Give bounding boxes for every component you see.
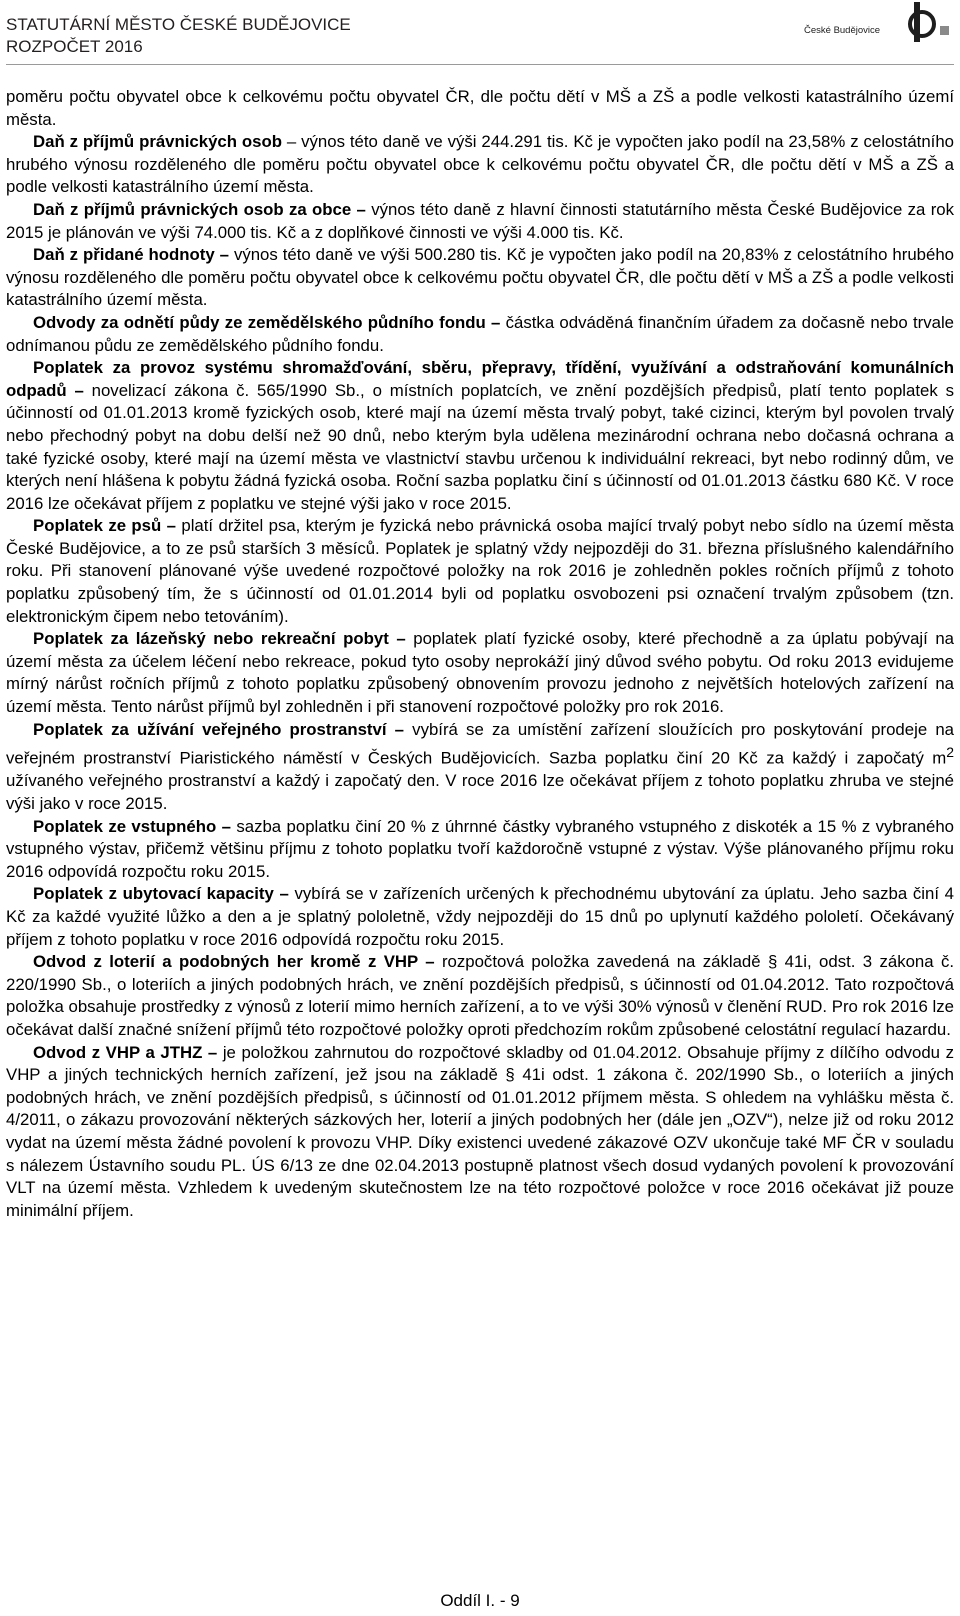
header-budget-title: ROZPOČET 2016 <box>6 37 143 56</box>
paragraph-text: užívaného veřejného prostranství a každý i započatý den. V roce 2016 lze očekávat příjem z tohoto poplatku zhruba ve stejné výši jako v roce 2015. <box>6 771 954 813</box>
paragraph-text: sazba poplatku činí 20 % z úhrnné částky vybraného vstupného z diskoték a 15 % z vybraného vstupného výstav, přičemž většinu příjmu z tohoto poplatku tvoří každoročně vstupné z výstav. Výše plánovaného příjmu roku 2016 odpovídá rozpočtu roku 2015. <box>6 816 955 881</box>
superscript: 2 <box>946 744 954 761</box>
paragraph-heading: Poplatek z ubytovací kapacity – <box>33 884 289 904</box>
paragraph-text: výnos této daně ve výši 500.280 tis. Kč je vypočten jako podíl na 20,83% z celostátního hrubého výnosu rozděleného dle poměru počtu obyvatel obce k celkovému počtu obyvatel ČR, dle počtu dětí v MŠ a ZŠ a podle velkosti katastrálního území města. <box>6 245 954 310</box>
paragraph-heading: Poplatek za lázeňský nebo rekreační pobyt – <box>33 629 406 649</box>
paragraph-heading: Poplatek za užívání veřejného prostranství – <box>33 719 405 739</box>
paragraph-heading: Odvod z VHP a JTHZ – <box>33 1042 218 1062</box>
header-city-title: STATUTÁRNÍ MĚSTO ČESKÉ BUDĚJOVICE <box>6 15 351 34</box>
paragraph-text: rozpočtová položka zavedená na základě § 41i, odst. 3 zákona č. 220/1990 Sb., o loteriích a jiných podobných hrách, ve znění pozdějších předpisů, s účinností od 01.04.2012. Tato rozpočtová položka obsahuje prostředky z výnosů z loterií mimo herních zařízení, a to ve výši 30% výnosů v členění RUD. Pro rok 2016 lze očekávat další značné snížení příjmů této rozpočtové položky oproti předchozím rokům způsobené celostátní regulací hazardu. <box>6 952 954 1039</box>
paragraph-heading: Daň z příjmů právnických osob za obce – <box>33 199 366 219</box>
paragraph <box>6 357 954 515</box>
paragraph-heading: Odvody za odnětí půdy ze zemědělského půdního fondu – <box>33 312 501 332</box>
paragraph <box>6 515 954 628</box>
paragraph <box>6 816 954 884</box>
paragraph <box>6 628 954 718</box>
paragraph <box>6 86 954 131</box>
paragraph-text: novelizací zákona č. 565/1990 Sb., o místních poplatcích, ve znění pozdějších předpisů, platí tento poplatek s účinností od 01.01.2013 kromě fyzických osob, které mají na území města trvalý pobyt, také cizinci, kterým byl povolen trvalý nebo přechodný pobyt na dobu delší než 90 dnů, nebo kterým byla udělena mezinárodní ochrana nebo dočasná ochrana a také fyzické osoby, které mají na území města ve vlastnictví stavbu určenou k individuální rekreaci, byt nebo rodinný dům, ve kterých není hlášena k pobytu žádná fyzická osoba. Roční sazba poplatku činí s účinností od 01.01.2013 částku 680 Kč. V roce 2016 lze očekávat příjem z poplatku ve stejné výši jako v roce 2015. <box>6 380 954 513</box>
paragraph <box>6 951 954 1041</box>
document-header <box>6 14 351 58</box>
city-logo-text: České Budějovice <box>804 25 881 36</box>
paragraph-text: platí držitel psa, kterým je fyzická nebo právnická osoba mající trvalý pobyt nebo sídlo na území města České Budějovice, a to ze psů starších 3 měsíců. Poplatek je splatný vždy nejpozději do 31. března příslušného kalendářního roku. Při stanovení plánované výše uvedené rozpočtové položky na rok 2016 je zohledněn pokles ročních příjmů z tohoto poplatku způsobený tím, že s účinností od 01.01.2014 byli od poplatku osvobozeni psi označení trvalým způsobem (tzn. elektronickým čipem nebo tetováním). <box>6 516 954 626</box>
city-logo <box>802 0 952 44</box>
paragraph-heading: Daň z příjmů právnických osob <box>33 132 283 152</box>
paragraph <box>6 883 954 951</box>
paragraph <box>6 719 954 816</box>
paragraph-text: vybírá se v zařízeních určených k přechodnému ubytování za úplatu. Jeho sazba činí 4 Kč za každé využité lůžko a den a je splatný pololetně, vždy nejpozději do 15 dnů po uplynutí každého pololetí. Očekávaný příjem z tohoto poplatku v roce 2016 odpovídá rozpočtu roku 2015. <box>6 884 954 949</box>
page-footer: Oddíl I. - 9 <box>440 1591 520 1610</box>
paragraph <box>6 244 954 312</box>
paragraph-text: částka odváděná finančním úřadem za dočasně nebo trvale odnímanou půdu ze zemědělského půdního fondu. <box>6 312 954 355</box>
document-body <box>6 86 954 1222</box>
city-logo-mark <box>910 2 949 42</box>
paragraph <box>6 1042 954 1223</box>
paragraph <box>6 199 954 244</box>
paragraph-heading: Poplatek za provoz systému shromažďování, sběru, přepravy, třídění, využívání a odstraňování komunálních odpadů – <box>6 358 954 400</box>
paragraph-heading: Daň z přidané hodnoty – <box>33 245 229 265</box>
paragraph-text: poplatek platí fyzické osoby, které přechodně a za úplatu pobývají na území města za účelem léčení nebo rekreace, pokud tyto osoby neprokáží jiný důvod svého pobytu. Od roku 2013 evidujeme mírný nárůst ročních příjmů z tohoto poplatku způsobený obnovením provozu jednoho z největších hotelových zařízení na území města. Tento nárůst příjmů byl zohledněn i při stanovení rozpočtové položky pro rok 2016. <box>6 629 955 717</box>
paragraph-text: je položkou zahrnutou do rozpočtové skladby od 01.04.2012. Obsahuje příjmy z dílčího odvodu z VHP a jiných technických herních zařízení, jež jsou na základě § 41i odst. 1 zákona č. 202/1990 Sb., o loteriích a jiných podobných hrách, ve znění pozdějších předpisů, s účinností od 01.01.2012 příjmem města. S ohledem na vyhlášku města č. 4/2011, o zákazu provozování některých sázkových her, loterií a jiných podobných her (dále jen „OZV“), nelze již od roku 2012 vydat na území města žádné povolení k provozu VHP. Díky existenci uvedené zákazové OZV ukončuje také MF ČR v souladu s nálezem Ústavního soudu PL. ÚS 6/13 ze dne 02.04.2013 postupně platnost všech dosud vydaných povolení k provozování VLT na území města. Vzhledem k uvedeným skutečnostem lze na této rozpočtové položce v roce 2016 očekávat již pouze minimální příjem. <box>6 1042 954 1220</box>
paragraph-heading: Poplatek ze vstupného – <box>33 816 231 836</box>
paragraph-heading: Poplatek ze psů – <box>33 516 176 536</box>
paragraph-text: poměru počtu obyvatel obce k celkovému počtu obyvatel ČR, dle počtu dětí v MŠ a ZŠ a podle velkosti katastrálního území města. <box>6 87 954 129</box>
header-divider <box>6 64 954 65</box>
paragraph <box>6 312 954 357</box>
paragraph <box>6 131 954 199</box>
paragraph-text: – výnos této daně ve výši 244.291 tis. Kč je vypočten jako podíl na 23,58% z celostátního hrubého výnosu rozděleného dle poměru počtu obyvatel obce k celkovému počtu obyvatel ČR, dle počtu dětí v MŠ a ZŠ a podle velkosti katastrálního území města. <box>6 132 954 197</box>
paragraph-text: výnos této daně z hlavní činnosti statutárního města České Budějovice za rok 2015 je plánován ve výši 74.000 tis. Kč a z doplňkové činnosti ve výši 4.000 tis. Kč. <box>6 199 955 242</box>
paragraph-text: vybírá se za umístění zařízení sloužících pro poskytování prodeje na veřejném prostranství Piaristického náměstí v Českých Budějovicích. Sazba poplatku činí 20 Kč za každý i započatý m <box>6 719 954 768</box>
paragraph-heading: Odvod z loterií a podobných her kromě z VHP – <box>33 952 435 972</box>
